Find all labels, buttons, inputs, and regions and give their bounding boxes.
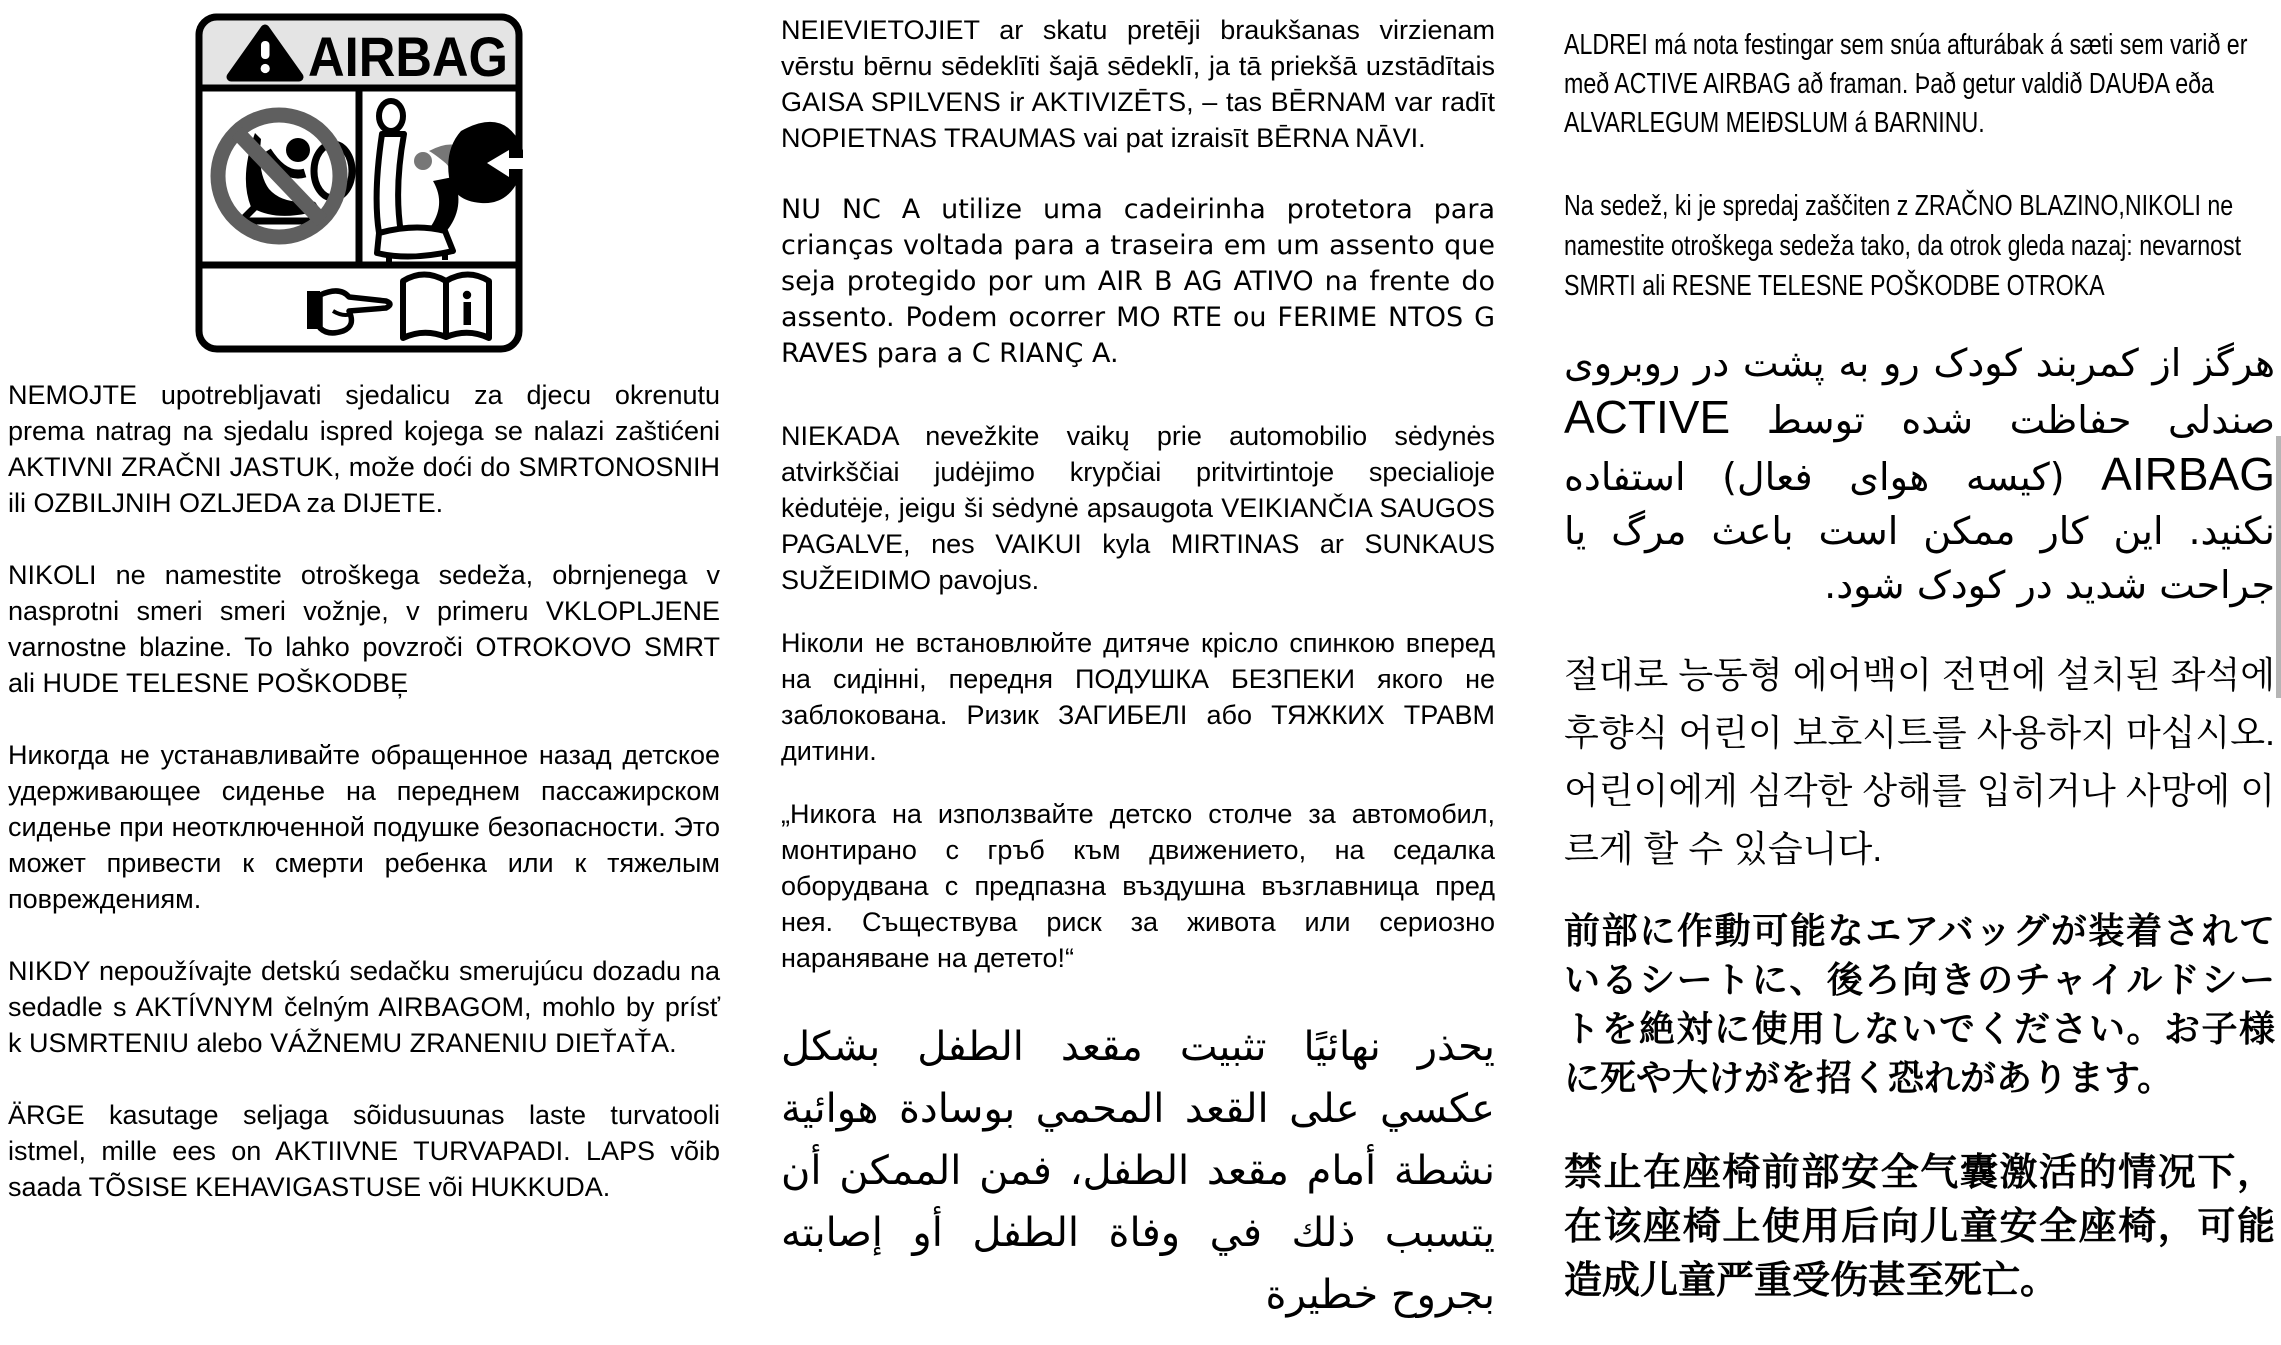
scrollbar-fragment[interactable] xyxy=(2276,436,2281,698)
paragraph-slovenian: NIKOLI ne namestite otroškega sedeža, obrnjenega v nasprotni smeri smeri vožnje, v primeru VKLOPLJENE varnostne blazine. To lahko povzroči OTROKOVO SMRT ali HUDE TELESNE POŠKODBE̦ xyxy=(8,560,720,698)
right-column xyxy=(1564,26,2275,1308)
paragraph-slovak: NIKDY nepoužívajte detskú sedačku smerujúcu dozadu na sedadle s AKTÍVNYM čelným AIRBAGOM, mohlo by prísť k USMRTENIU alebo VÁŽNEMU ZRANENIU DIEŤAŤA. xyxy=(8,956,720,1058)
paragraph-slovenian-2: Na sedež, ki je spredaj zaščiten z ZRAČNO BLAZINO,NIKOLI ne namestite otroškega sedeža tako, da otrok gleda nazaj: nevarnost SMRTI ali RESNE TELESNE POŠKODBE OTROKA xyxy=(1564,190,2242,302)
middle-column xyxy=(781,12,1495,1326)
paragraph-russian: Никогда не устанавливайте обращенное назад детское удерживающее сиденье на переднем пассажирском сиденье при неотключенной подушке безопасности. Это может привести к смерти ребенка или к тяжелым повреждениям. xyxy=(8,740,720,914)
airbag-title: AIRBAG xyxy=(308,25,508,88)
airbag-warning-label xyxy=(195,13,523,353)
paragraph-bulgarian: „Никога на използвайте детско столче за автомобил, монтирано с гръб към движението, на седалка оборудвана с предпазна въздушна възглавница пред нея. Съществува риск за живота или сериозно нараняване на детето!“ xyxy=(781,799,1495,973)
left-column xyxy=(8,13,720,1241)
farsi-text-start: هرگز از کمربند کودک رو به پشت در روبروی صندلی حفاظت شده توسط xyxy=(1564,341,2275,442)
condensed-text-block xyxy=(1564,26,2274,306)
paragraph-icelandic: ALDREI má nota festingar sem snúa afturábak á sæti sem varið er með ACTIVE AIRBAG að framan. Það getur valdið DAUÐA eða ALVARLEGUM MEIÐSLUM á BARNINU. xyxy=(1564,29,2248,139)
paragraph-ukrainian: Ніколи не встановлюйте дитяче крісло спинкою вперед на сидінні, передня ПОДУШКА БЕЗПЕКИ якого не заблокована. Ризик ЗАГИБЕЛІ або ТЯЖКИХ ТРАВМ дитини. xyxy=(781,628,1495,766)
farsi-text-end: (کیسه هوای فعال) استفاده نکنید. این کار ممکن است باعث مرگ یا جراحت شدید در کودک شود. xyxy=(1564,455,2275,607)
paragraph-arabic: يحذر نهائيًا تثبيت مقعد الطفل بشكل عكسي على القعد المحمي بوسادة هوائية نشطة أمام مقعد الطفل، فمن الممكن أن يتسبب ذلك في وفاة الطفل أو إصابته بجروح خطيرة xyxy=(781,1024,1495,1318)
paragraph-portuguese: NU NC A utilize uma cadeirinha protetora para crianças voltada para a traseira em um assento que seja protegido por um AIR B AG ATIVO na frente do assento. Podem ocorrer MO RTE ou FERIME NTOS G RAVES para a C RIANÇ A. xyxy=(781,194,1495,369)
paragraph-farsi xyxy=(1564,336,2275,612)
paragraph-lithuanian: NIEKADA nevežkite vaikų prie automobilio sėdynės atvirkščiai judėjimo krypčiai pritvirtintoje specialioje kėdutėje, jeigu ši sėdynė apsaugota VEIKIANČIA SAUGOS PAGALVE, nes VAIKUI kyla MIRTINAS ar SUNKAUS SUŽEIDIMO pavojus. xyxy=(781,421,1495,595)
paragraph-japanese: 前部に作動可能なエアバッグが装着されているシートに、後ろ向きのチャイルドシートを絶対に使用しないでください。お子様に死や大けがを招く恐れがあります。 xyxy=(1564,910,2275,1098)
paragraph-chinese: 禁止在座椅前部安全气囊激活的情况下，在该座椅上使用后向儿童安全座椅，可能造成儿童严重受伤甚至死亡。 xyxy=(1564,1152,2275,1302)
paragraph-croatian: NEMOJTE upotrebljavati sjedalicu za djecu okrenutu prema natrag na sjedalu ispred kojega se nalazi zaštićeni AKTIVNI ZRAČNI JASTUK, može doći do SMRTONOSNIH ili OZBILJNIH OZLJEDA za DIJETE. xyxy=(8,380,720,518)
paragraph-latvian: NEIEVIETOJIET ar skatu pretēji braukšanas virzienam vērstu bērnu sēdeklīti šajā sēdeklī, ja tā priekšā uzstādītais GAISA SPILVENS ir AKTIVIZĒTS, – tas BĒRNAM var radīt NOPIETNAS TRAUMAS vai pat izraisīt BĒRNA NĀVI. xyxy=(781,15,1495,153)
paragraph-estonian: ÄRGE kasutage seljaga sõidusuunas laste turvatooli istmel, mille ees on AKTIIVNE TURVAPADI. LAPS võib saada TÕSISE KEHAVIGASTUSE või HUKKUDA. xyxy=(8,1100,720,1202)
farsi-active-airbag-text: ACTIVE AIRBAG xyxy=(1564,391,2275,500)
paragraph-korean: 절대로 능동형 에어백이 전면에 설치된 좌석에 후향식 어린이 보호시트를 사용하지 마십시오. 어린이에게 심각한 상해를 입히거나 사망에 이르게 할 수 있습니다. xyxy=(1564,654,2275,869)
owners-manual-book-icon xyxy=(403,275,489,339)
